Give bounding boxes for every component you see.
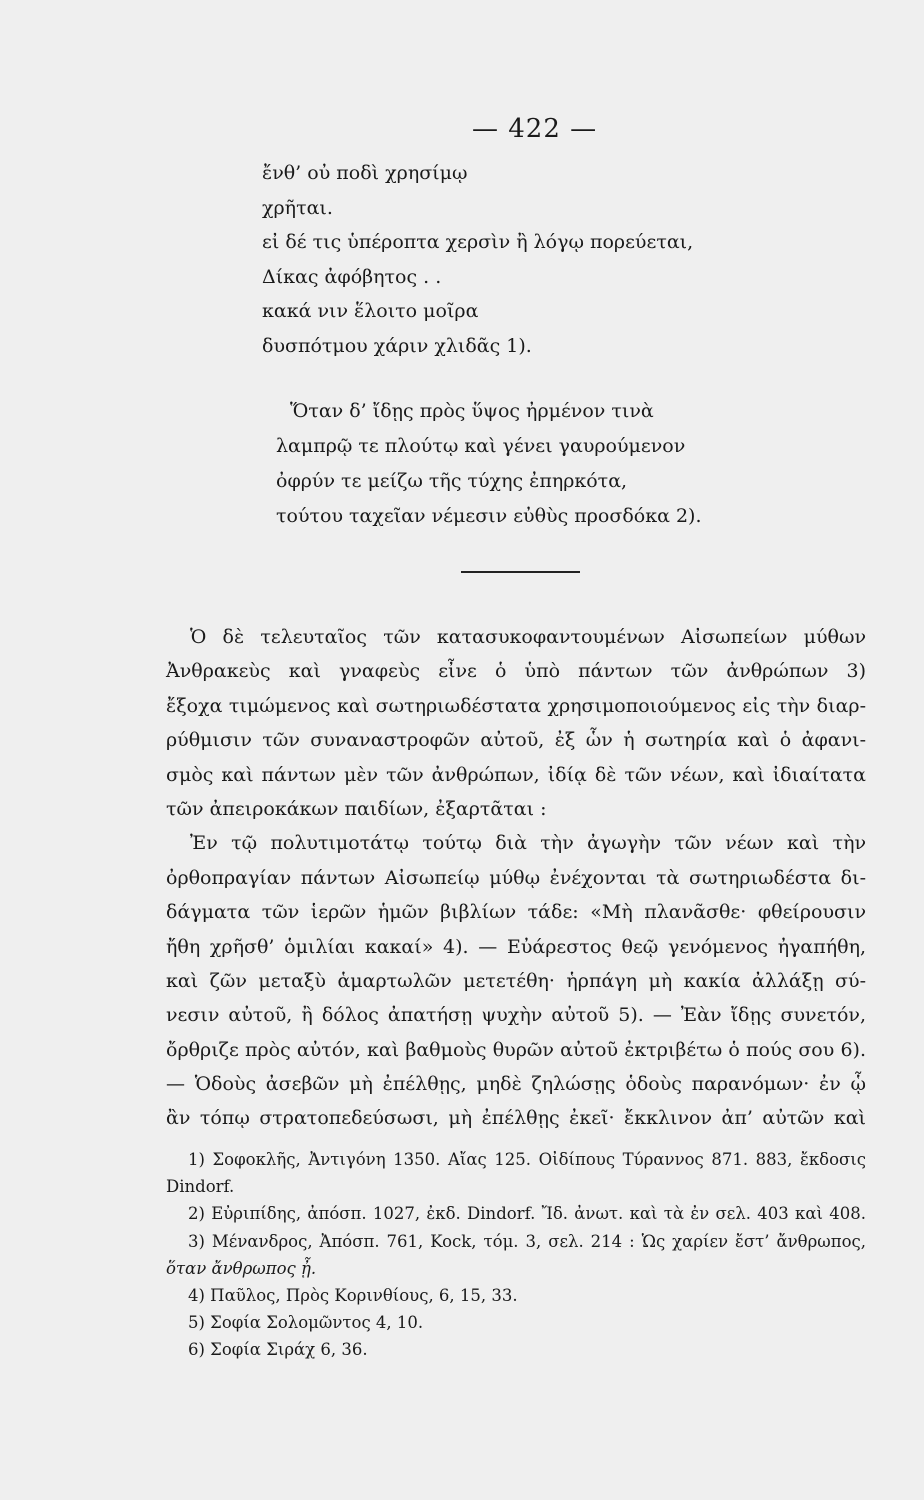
text-line: δάγματα τῶν ἱερῶν ἡμῶν βιβλίων τάδε: «Μὴ πλανᾶσθε· φθείρουσιν — [166, 901, 866, 924]
verse-line: Ὅταν δ’ ἴδῃς πρὸς ὕψος ἠρμένον τινὰ — [290, 400, 654, 422]
footnote-1: 1) Σοφοκλῆς, Ἀντιγόνη 1350. Αἴας 125. Οἰδίπους Τύραννος 871. 883, ἔκδοσις — [188, 1150, 866, 1169]
text-line: Ἐν τῷ πολυτιμοτάτῳ τούτῳ διὰ τὴν ἀγωγὴν τῶν νέων καὶ τὴν — [190, 832, 866, 855]
footnote-6: 6) Σοφία Σιράχ 6, 36. — [188, 1340, 368, 1360]
text-line: Ὁ δὲ τελευταῖος τῶν κατασυκοφαντουμένων Αἰσωπείων μύθων — [190, 626, 866, 648]
text-line: σμὸς καὶ πάντων μὲν τῶν ἀνθρώπων, ἰδίᾳ δὲ τῶν νέων, καὶ ἰδιαίτατα — [166, 763, 866, 786]
text-line: — Ὁδοὺς ἀσεβῶν μὴ ἐπέλθῃς, μηδὲ ζηλώσῃς ὁδοὺς παρανόμων· ἐν ᾧ — [166, 1073, 866, 1096]
text-line: ἔξοχα τιμώμενος καὶ σωτηριωδέστατα χρησιμοποιούμενος εἰς τὴν διαρ- — [166, 694, 866, 717]
footnote-4: 4) Παῦλος, Πρὸς Κορινθίους, 6, 15, 33. — [188, 1285, 518, 1305]
footnote-5: 5) Σοφία Σολομῶντος 4, 10. — [188, 1313, 424, 1333]
text-line: ἂν τόπῳ στρατοπεδεύσωσι, μὴ ἐπέλθῃς ἐκεῖ· ἔκκλινον ἀπ’ αὐτῶν καὶ — [166, 1107, 866, 1130]
verse-quotation-1 — [262, 156, 693, 363]
body-text — [166, 620, 866, 1136]
verse-line: ὀφρύν τε μείζω τῆς τύχης ἐπηρκότα, — [276, 470, 628, 492]
text-line: τῶν ἀπειροκάκων παιδίων, ἐξαρτᾶται : — [166, 797, 547, 820]
text-line: νεσιν αὐτοῦ, ἢ δόλος ἀπατήσῃ ψυχὴν αὐτοῦ 5). — Ἐὰν ἴδῃς συνετόν, — [166, 1004, 866, 1027]
footnote-3: 3) Μένανδρος, Ἀπόσπ. 761, Kock, τόμ. 3, σελ. 214 : Ὡς χαρίεν ἔστ’ ἄνθρωπος, — [188, 1231, 866, 1251]
text-line: καὶ ζῶν μεταξὺ ἁμαρτωλῶν μετετέθη· ἡρπάγη μὴ κακία ἀλλάξῃ σύ- — [166, 969, 866, 992]
verse-line: Δίκας ἀφόβητος . . — [262, 265, 442, 288]
text-line: ἤθη χρῆσθ’ ὁμιλίαι κακαί» 4). — Εὐάρεστος θεῷ γενόμενος ἠγαπήθη, — [166, 935, 866, 958]
verse-quotation-2 — [276, 394, 702, 534]
verse-line: τούτου ταχεῖαν νέμεσιν εὐθὺς προσδόκα 2). — [276, 505, 702, 527]
footnotes — [166, 1146, 866, 1364]
section-divider — [461, 571, 580, 573]
footnote-3-continuation: ὅταν ἄνθρωπος ᾖ. — [166, 1258, 317, 1278]
page-number: — 422 — — [472, 114, 598, 144]
text-line: Ἀνθρακεὺς καὶ γναφεὺς εἶνε ὁ ὑπὸ πάντων τῶν ἀνθρώπων 3) — [166, 660, 866, 683]
text-line: ρύθμισιν τῶν συναναστροφῶν αὐτοῦ, ἐξ ὧν ἡ σωτηρία καὶ ὁ ἀφανι- — [166, 729, 866, 752]
text-line: ὀρθοπραγίαν πάντων Αἰσωπείῳ μύθῳ ἐνέχονται τὰ σωτηριωδέστα δι- — [166, 866, 866, 889]
footnote-2: 2) Εὐριπίδης, ἀπόσπ. 1027, ἐκδ. Dindorf. Ἴδ. ἀνωτ. καὶ τὰ ἐν σελ. 403 καὶ 408. — [188, 1204, 866, 1224]
verse-line: δυσπότμου χάριν χλιδᾶς 1). — [262, 334, 532, 357]
verse-line: ἔνθ’ οὐ ποδὶ χρησίμῳ — [262, 162, 468, 184]
footnote-1-continuation: Dindorf. — [166, 1177, 235, 1197]
verse-line: λαμπρῷ τε πλούτῳ καὶ γένει γαυρούμενον — [276, 435, 686, 457]
verse-line: εἰ δέ τις ὑπέροπτα χερσὶν ἢ λόγῳ πορεύεται, — [262, 231, 694, 253]
verse-line: κακά νιν ἕλοιτο μοῖρα — [262, 300, 479, 322]
verse-line: χρῆται. — [262, 196, 333, 219]
text-line: ὄρθριζε πρὸς αὐτόν, καὶ βαθμοὺς θυρῶν αὐτοῦ ἐκτριβέτω ὁ πούς σου 6). — [166, 1038, 866, 1061]
